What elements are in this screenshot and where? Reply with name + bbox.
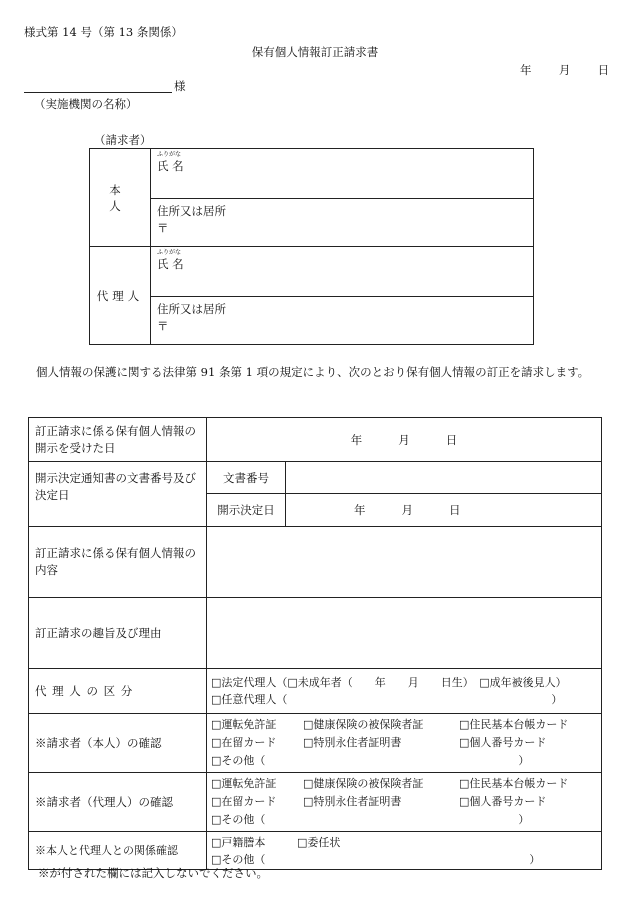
- statement: 個人情報の保護に関する法律第 91 条第 1 項の規定により、次のとおり保有個人情報の訂正を請求します。: [36, 365, 590, 379]
- notice-label: 開示決定通知書の文書番号及び決定日: [29, 462, 207, 527]
- doc-number-label: 文書番号: [207, 462, 286, 494]
- decision-date-label: 開示決定日: [207, 494, 286, 527]
- furigana-label: ふりがな: [157, 249, 182, 256]
- option-power-of-attorney[interactable]: □委任状: [297, 835, 341, 849]
- option-residence-card[interactable]: □在留カード: [211, 795, 277, 808]
- option-resident-card[interactable]: □住民基本台帳カード: [459, 718, 569, 731]
- agency-label: （実施機関の名称）: [34, 97, 138, 111]
- requester-table: [89, 148, 534, 345]
- option-special-permanent[interactable]: □特別永住者証明書: [303, 736, 402, 749]
- option-drivers-license[interactable]: □運転免許証: [211, 777, 277, 790]
- content-label: 訂正請求に係る保有個人情報の内容: [29, 527, 207, 598]
- relation-options[interactable]: [207, 832, 602, 870]
- requester-heading: （請求者）: [94, 133, 152, 147]
- agent-type-options[interactable]: [207, 669, 602, 714]
- relation-label: ※本人と代理人との関係確認: [29, 832, 207, 870]
- date-line: [520, 62, 609, 78]
- principal-confirm-label: ※請求者（本人）の確認: [29, 714, 207, 773]
- reason-label: 訂正請求の趣旨及び理由: [29, 598, 207, 669]
- disclosure-received-date[interactable]: [207, 418, 602, 462]
- date-day: 日: [445, 432, 458, 447]
- option-family-register[interactable]: □戸籍謄本: [211, 835, 266, 849]
- reason-field[interactable]: [207, 598, 602, 669]
- agent-confirm-label: ※請求者（代理人）の確認: [29, 773, 207, 832]
- content-field[interactable]: [207, 527, 602, 598]
- date-year: 年: [350, 432, 363, 447]
- form-number: 様式第 14 号（第 13 条関係）: [24, 25, 183, 39]
- footnote: ※が付された欄には記入しないでください。: [38, 866, 268, 880]
- doc-number-field[interactable]: [286, 462, 602, 494]
- postal-mark: 〒: [157, 221, 169, 235]
- addressee-suffix: 様: [174, 79, 186, 93]
- principal-address-field[interactable]: [151, 199, 534, 247]
- page-title-text: 保有個人情報訂正請求書: [251, 45, 379, 59]
- principal-confirm-options[interactable]: [207, 714, 602, 773]
- principal-name-field[interactable]: [151, 149, 534, 199]
- page-title: [0, 44, 630, 60]
- date-month: 月: [558, 63, 571, 77]
- agent-type-line1[interactable]: □法定代理人（□未成年者（ 年 月 日生） □成年被後見人）: [211, 676, 567, 689]
- date-month: 月: [398, 432, 410, 447]
- main-table: [28, 417, 602, 870]
- agent-label: 代理人: [90, 247, 151, 345]
- address-label: 住所又は居所: [157, 204, 226, 218]
- addressee-line[interactable]: [24, 78, 172, 93]
- decision-date-field[interactable]: [286, 494, 602, 527]
- date-year: 年: [520, 63, 532, 77]
- option-resident-card[interactable]: □住民基本台帳カード: [459, 777, 569, 790]
- option-other[interactable]: □その他（ ）: [211, 813, 530, 826]
- option-drivers-license[interactable]: □運転免許証: [211, 718, 277, 731]
- agent-type-line2[interactable]: □任意代理人（ ）: [211, 693, 563, 706]
- option-relation-other[interactable]: □その他（ ）: [211, 852, 541, 866]
- agent-name-field[interactable]: [151, 247, 534, 297]
- agent-confirm-options[interactable]: [207, 773, 602, 832]
- date-day: 日: [597, 63, 610, 77]
- option-health-insurance[interactable]: □健康保険の被保険者証: [303, 718, 424, 731]
- option-residence-card[interactable]: □在留カード: [211, 736, 277, 749]
- principal-label: 本 人: [90, 149, 151, 247]
- option-other[interactable]: □その他（ ）: [211, 754, 530, 767]
- disclosure-received-label: 訂正請求に係る保有個人情報の開示を受けた日: [29, 418, 207, 462]
- option-health-insurance[interactable]: □健康保険の被保険者証: [303, 777, 424, 790]
- agent-type-label: 代 理 人 の 区 分: [29, 669, 207, 714]
- option-special-permanent[interactable]: □特別永住者証明書: [303, 795, 402, 808]
- name-label: 氏 名: [157, 159, 184, 173]
- date-month: 月: [401, 503, 413, 517]
- date-day: 日: [449, 503, 461, 517]
- name-label: 氏 名: [157, 257, 184, 271]
- agent-address-field[interactable]: [151, 297, 534, 345]
- address-label: 住所又は居所: [157, 302, 226, 316]
- furigana-label: ふりがな: [157, 151, 182, 158]
- postal-mark: 〒: [157, 319, 169, 333]
- option-my-number-card[interactable]: □個人番号カード: [459, 795, 547, 808]
- date-year: 年: [354, 503, 366, 517]
- option-my-number-card[interactable]: □個人番号カード: [459, 736, 547, 749]
